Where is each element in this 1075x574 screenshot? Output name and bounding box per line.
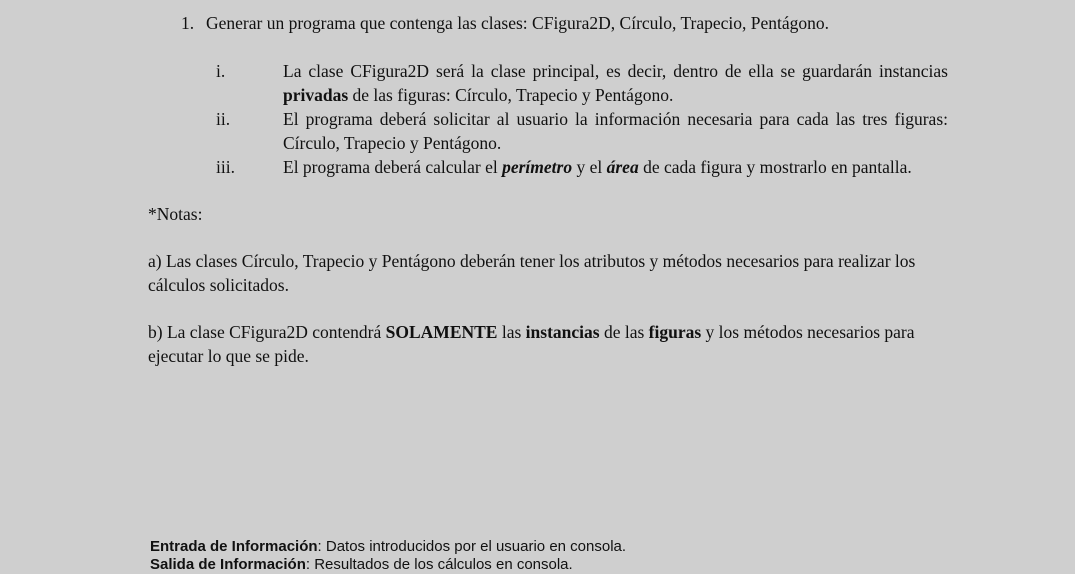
notes-heading: *Notas: [148, 204, 203, 224]
sub-item-number: ii. [216, 109, 231, 129]
sub-item-text: El programa deberá solicitar al usuario la información necesaria para cada las tres figuras: Círculo, Trapecio y Pentágono. [283, 109, 948, 153]
task-number: 1. [181, 13, 195, 33]
io-section [150, 538, 626, 574]
bold-instancias: instancias [525, 322, 600, 342]
output-text: : Resultados de los cálculos en consola. [305, 556, 573, 573]
task-text: Generar un programa que contenga las clases: CFigura2D, Círculo, Trapecio, Pentágono. [206, 13, 830, 33]
output-info [150, 556, 626, 574]
output-label: Salida de Información [150, 556, 306, 573]
sub-item-number: iii. [216, 157, 235, 177]
sub-item-text: El programa deberá calcular el perímetro y el área de cada figura y mostrarlo en pantalla. [283, 157, 912, 177]
bold-privadas: privadas [283, 85, 349, 105]
emph-area: área [606, 157, 639, 177]
input-label: Entrada de Información [150, 538, 318, 555]
sub-list [216, 59, 948, 179]
document-body [148, 11, 948, 368]
input-info [150, 538, 626, 556]
task-item-1 [181, 11, 948, 35]
bold-figuras: figuras [648, 322, 702, 342]
sub-item-text: La clase CFigura2D será la clase principal, es decir, dentro de ella se guardarán instancias privadas de las figuras: Círculo, Trapecio y Pentágono. [283, 61, 948, 105]
bold-solamente: SOLAMENTE [385, 322, 498, 342]
sub-item-ii [216, 107, 948, 155]
note-a: a) Las clases Círculo, Trapecio y Pentágono deberán tener los atributos y métodos necesarios para realizar los cálculos solicitados. [148, 251, 916, 295]
sub-item-i [216, 59, 948, 107]
sub-item-number: i. [216, 61, 226, 81]
emph-perimetro: perímetro [502, 157, 573, 177]
input-text: : Datos introducidos por el usuario en consola. [317, 538, 627, 555]
sub-item-iii [216, 155, 948, 179]
note-b: b) La clase CFigura2D contendrá SOLAMENTE las instancias de las figuras y los métodos necesarios para ejecutar lo que se pide. [148, 322, 915, 366]
